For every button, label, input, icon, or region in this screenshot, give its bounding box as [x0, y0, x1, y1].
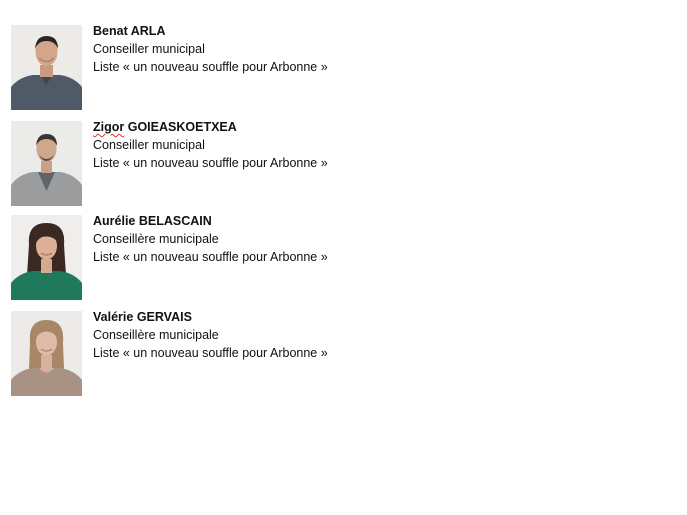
portrait-photo — [11, 121, 82, 206]
last-name: BELASCAIN — [138, 214, 212, 228]
member-name — [93, 308, 328, 326]
member-entry — [11, 215, 328, 300]
woman-portrait-icon — [11, 311, 82, 396]
member-name — [93, 22, 328, 40]
woman-portrait-icon — [11, 215, 82, 300]
first-name: Zigor — [93, 120, 125, 134]
first-name: Benat — [93, 24, 128, 38]
member-entry — [11, 311, 328, 396]
member-role: Conseillère municipale — [93, 328, 219, 342]
member-list: Liste « un nouveau souffle pour Arbonne » — [93, 346, 328, 360]
member-role: Conseillère municipale — [93, 232, 219, 246]
last-name: ARLA — [130, 24, 166, 38]
member-list: Liste « un nouveau souffle pour Arbonne » — [93, 250, 328, 264]
portrait-photo — [11, 215, 82, 300]
man-portrait-icon — [11, 121, 82, 206]
member-name — [93, 118, 328, 136]
man-portrait-icon — [11, 25, 82, 110]
first-name: Valérie — [93, 310, 134, 324]
last-name: GOIEASKOETXEA — [127, 120, 237, 134]
member-role: Conseiller municipal — [93, 42, 205, 56]
portrait-photo — [11, 25, 82, 110]
member-list: Liste « un nouveau souffle pour Arbonne » — [93, 156, 328, 170]
member-entry — [11, 25, 328, 110]
last-name: GERVAIS — [136, 310, 192, 324]
member-name — [93, 212, 328, 230]
member-role: Conseiller municipal — [93, 138, 205, 152]
member-entry — [11, 121, 328, 206]
first-name: Aurélie — [93, 214, 136, 228]
portrait-photo — [11, 311, 82, 396]
member-list: Liste « un nouveau souffle pour Arbonne » — [93, 60, 328, 74]
